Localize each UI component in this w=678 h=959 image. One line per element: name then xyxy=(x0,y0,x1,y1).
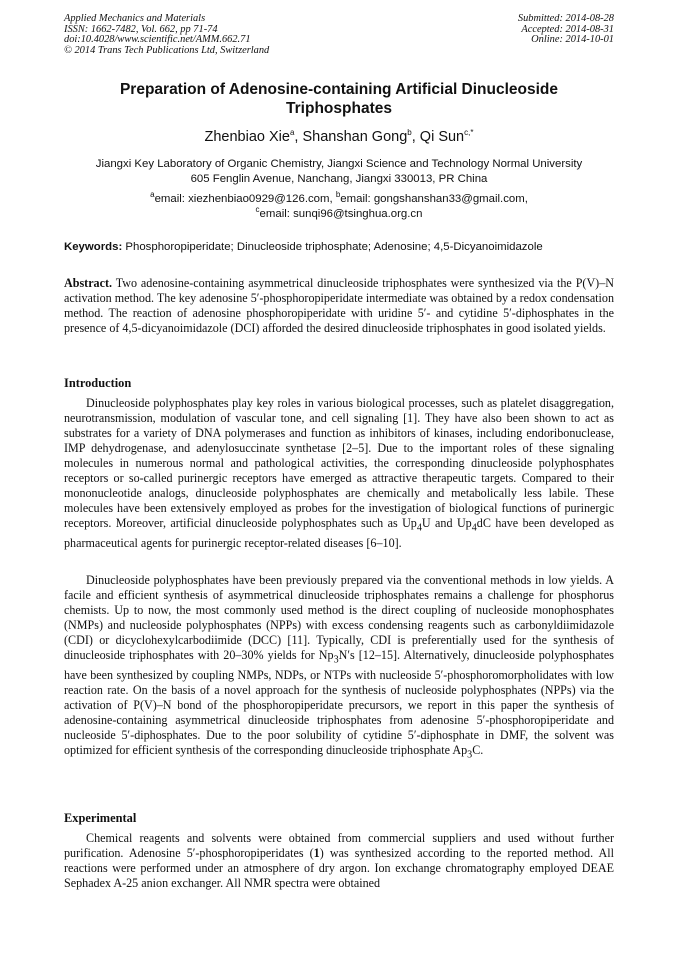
author-separator: , xyxy=(411,129,420,145)
author-name: Qi Sun xyxy=(419,129,465,145)
introduction-heading: Introduction xyxy=(64,376,132,390)
email-line-2 xyxy=(64,204,614,222)
subscript: 3 xyxy=(333,654,339,666)
author-separator: , xyxy=(294,129,303,145)
email-line-1 xyxy=(64,192,614,207)
author-marker: b xyxy=(407,128,412,138)
email-text: email: sunqi96@tsinghua.org.cn xyxy=(259,207,423,220)
author-list xyxy=(64,128,614,146)
title-line-2: Triphosphates xyxy=(286,100,392,117)
title-line-1: Preparation of Adenosine-containing Artificial Dinucleoside xyxy=(119,81,559,98)
abstract-text: Two adenosine-containing asymmetrical dinucleoside triphosphates were synthesized via the P(V)–N activation method. The key adenosine 5′-phosphoropiperidate intermediate was obtained by a redox condensation method. The reaction of adenosine phosphoropiperidate with uridine 5′- and cytidine 5′-diphosphates in the presence of 4,5-dicyanoimidazole (DCI) afforded the desired dinucleoside triphosphates in good isolated yields. xyxy=(64,276,614,335)
paragraph-text: U and Up xyxy=(421,515,472,530)
author-name: Zhenbiao Xie xyxy=(204,129,290,145)
keywords-text: Phosphoropiperidate; Dinucleoside triphosphate; Adenosine; 4,5-Dicyanoimidazole xyxy=(122,241,543,253)
email-marker: c xyxy=(255,204,260,214)
paragraph-text: dC have been developed as pharmaceutical agents for purinergic receptor-related diseases [6–10]. xyxy=(64,515,615,550)
affiliation-line-2: 605 Fenglin Avenue, Nanchang, Jiangxi 330013, PR China xyxy=(190,173,488,185)
paragraph-text: Dinucleoside polyphosphates have been previously prepared via the conventional methods in low yields. A facile and efficient synthesis of asymmetrical dinucleoside triphosphates remains a challenge for phosphorus chemists. Up to now, the most commonly used method is the direct coupling of nucleoside monophosphates (NMPs) and nucleoside polyphosphates (NPPs) with excess condensing reagents such as carbonyldiimidazole (CDI) or dicyclohexylcarbodiimide (DCC) [11]. Typically, CDI is preferentially used for the synthesis of dinucleoside triphosphates with 20–30% yields for Np xyxy=(64,573,614,662)
compound-number: 1 xyxy=(313,845,320,860)
doi-line: doi:10.4028/www.scientific.net/AMM.662.71 xyxy=(64,34,251,46)
submission-dates xyxy=(518,14,614,46)
introduction-paragraph-2 xyxy=(64,573,614,763)
email-text: email: gongshanshan33@gmail.com, xyxy=(340,193,528,205)
subscript: 4 xyxy=(416,522,422,534)
abstract-label: Abstract. xyxy=(64,276,113,290)
keywords-label: Keywords: xyxy=(64,241,123,253)
journal-info xyxy=(64,14,269,56)
accepted-date: Accepted: 2014-08-31 xyxy=(521,23,614,35)
paragraph-text: N′s [12–15]. Alternatively, dinucleoside polyphosphates have been synthesized by coupling NMPs, NDPs, or NTPs with nucleoside 5′-phosphoromorpholidates with low reaction rate. On the basis of a novel approach for the synthesis of nucleoside polyphosphates (NPPs) via the activation of P(V)–N bond of the phosphoropiperidate precursors, we report in this paper the synthesis of adenosine-containing asymmetrical dinucleoside triphosphates from adenosine 5′-phosphoropiperidate and nucleoside 5′-diphosphates. Due to the poor solubility of cytidine 5′-diphosphate in DMF, the solvent was optimized for efficient synthesis of the corresponding dinucleoside triphosphate Ap xyxy=(64,647,614,757)
introduction-paragraph-1 xyxy=(64,396,614,551)
paragraph-text: ) was synthesized according to the reported method. All reactions were performed under an atmosphere of dry argon. Ion exchange chromatography employed DEAE Sephadex A-25 anion exchanger. All NMR spectra were obtained xyxy=(64,845,615,890)
affiliation xyxy=(64,157,614,187)
subscript: 4 xyxy=(471,522,477,534)
experimental-paragraph-1 xyxy=(64,831,614,891)
paragraph-text: Chemical reagents and solvents were obtained from commercial suppliers and used without further purification. Adenosine 5′-phosphoropiperidates ( xyxy=(64,831,614,860)
email-text: email: xiezhenbiao0929@126.com, xyxy=(154,193,336,205)
paragraph-text: C. xyxy=(472,742,484,757)
author-marker: c,* xyxy=(464,128,474,138)
experimental-heading: Experimental xyxy=(64,811,137,825)
affiliation-line-1: Jiangxi Key Laboratory of Organic Chemistry, Jiangxi Science and Technology Normal University xyxy=(95,158,583,170)
journal-name: Applied Mechanics and Materials xyxy=(64,13,206,24)
abstract xyxy=(64,276,614,336)
copyright-line: © 2014 Trans Tech Publications Ltd, Switzerland xyxy=(64,44,270,56)
paper-title xyxy=(64,80,614,118)
author-emails xyxy=(64,192,614,221)
subscript: 3 xyxy=(467,749,473,761)
author-name: Shanshan Gong xyxy=(302,129,408,145)
keywords xyxy=(64,240,624,254)
author-marker: a xyxy=(289,128,295,138)
issn-line: ISSN: 1662-7482, Vol. 662, pp 71-74 xyxy=(64,23,218,35)
paragraph-text: Dinucleoside polyphosphates play key roles in various biological processes, such as platelet disaggregation, neurotransmission, modulation of vascular tone, and cell signaling [1]. They have also been shown to act as substrates for a variety of DNA polymerases and function as inhibitors of kinases, including endoribonuclease, IMP dehydrogenase, and adenylosuccinate synthetase [2–5]. Due to the important roles of these signaling molecules in numerous normal and pathological activities, the corresponding dinucleoside polyphosphates receptors or so-called purinergic receptors have emerged as attractive therapeutic targets. Compared to their mononucleotide analogs, dinucleoside polyphosphates are chemically and metabolically less labile. These molecules have been extensively employed as probes for the investigation of biological functions of purinergic receptors. Moreover, artificial dinucleoside polyphosphates such as Up xyxy=(64,396,614,530)
email-marker: b xyxy=(335,190,341,200)
submitted-date: Submitted: 2014-08-28 xyxy=(517,13,614,24)
online-date: Online: 2014-10-01 xyxy=(531,34,614,46)
email-marker: a xyxy=(150,190,155,200)
